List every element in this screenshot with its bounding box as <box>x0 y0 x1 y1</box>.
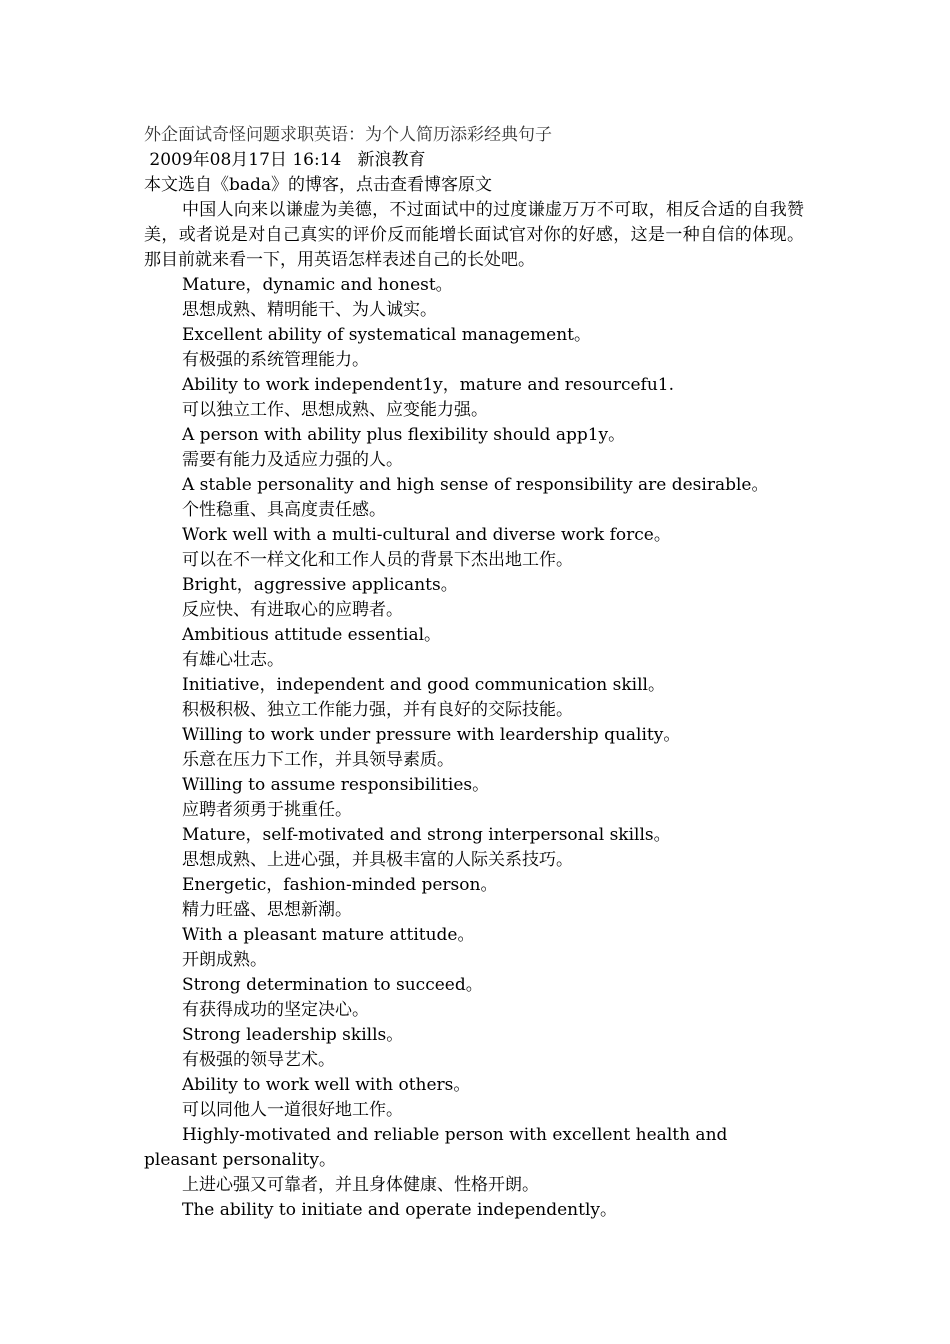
phrase-chinese: 有极强的系统管理能力。 <box>182 350 369 370</box>
phrase-english: Excellent ability of systematical management。 <box>182 325 592 345</box>
phrase-chinese: 可以独立工作、思想成熟、应变能力强。 <box>182 400 488 420</box>
phrase-english: The ability to initiate and operate independently。 <box>182 1200 618 1220</box>
phrase-english: Ambitious attitude essential。 <box>182 625 442 645</box>
phrase-english: Ability to work well with others。 <box>182 1075 471 1095</box>
phrase-english: Willing to assume responsibilities。 <box>182 775 490 795</box>
phrase-chinese: 有获得成功的坚定决心。 <box>182 1000 369 1020</box>
phrase-english: Energetic，fashion-minded person。 <box>182 875 498 895</box>
phrase-english: Mature，self-motivated and strong interpersonal skills。 <box>182 825 671 845</box>
phrase-chinese: 可以同他人一道很好地工作。 <box>182 1100 403 1120</box>
phrase-english: With a pleasant mature attitude。 <box>182 925 475 945</box>
phrase-chinese: 应聘者须勇于挑重任。 <box>182 800 352 820</box>
phrase-chinese: 反应快、有进取心的应聘者。 <box>182 600 403 620</box>
phrase-chinese: 思想成熟、上进心强，并具极丰富的人际关系技巧。 <box>182 850 573 870</box>
phrase-chinese: 有雄心壮志。 <box>182 650 284 670</box>
phrase-list <box>144 273 804 1123</box>
phrase-english: Willing to work under pressure with leardership quality。 <box>182 725 681 745</box>
phrase-english: Mature，dynamic and honest。 <box>182 275 453 295</box>
article-date: 2009年08月17日 16:14 新浪教育 <box>144 150 426 170</box>
article-source: 本文选自《bada》的博客，点击查看博客原文 <box>144 175 493 195</box>
phrase-english: Strong leadership skills。 <box>182 1025 404 1045</box>
phrase-english: Strong determination to succeed。 <box>182 975 483 995</box>
phrase-english: Initiative，independent and good communication skill。 <box>182 675 665 695</box>
phrase-chinese: 上进心强又可靠者，并且身体健康、性格开朗。 <box>182 1175 539 1195</box>
phrase-chinese: 积极积极、独立工作能力强，并有良好的交际技能。 <box>182 700 573 720</box>
phrase-chinese: 开朗成熟。 <box>182 950 267 970</box>
phrase-english: A person with ability plus flexibility should app1y。 <box>182 425 626 445</box>
phrase-chinese: 乐意在压力下工作，并具领导素质。 <box>182 750 454 770</box>
phrase-english: Work well with a multi-cultural and diverse work force。 <box>182 525 671 545</box>
phrase-chinese: 可以在不一样文化和工作人员的背景下杰出地工作。 <box>182 550 573 570</box>
phrase-chinese: 有极强的领导艺术。 <box>182 1050 335 1070</box>
article-title: 外企面试奇怪问题求职英语：为个人简历添彩经典句子 <box>144 125 552 145</box>
phrase-english: Bright，aggressive applicants。 <box>182 575 458 595</box>
phrase-chinese: 需要有能力及适应力强的人。 <box>182 450 403 470</box>
phrase-english: Ability to work independent1y，mature and resourcefu1. <box>182 375 675 395</box>
document-body <box>144 123 804 1223</box>
phrase-english: A stable personality and high sense of responsibility are desirable。 <box>182 475 769 495</box>
phrase-chinese: 精力旺盛、思想新潮。 <box>182 900 352 920</box>
phrase-chinese: 个性稳重、具高度责任感。 <box>182 500 386 520</box>
intro-paragraph: 中国人向来以谦虚为美德，不过面试中的过度谦虚万万不可取，相反合适的自我赞美，或者说是对自己真实的评价反而能增长面试官对你的好感，这是一种自信的体现。那目前就来看一下，用英语怎样表述自己的长处吧。 <box>144 200 804 270</box>
phrase-chinese: 思想成熟、精明能干、为人诚实。 <box>182 300 437 320</box>
phrase-english: Highly-motivated and reliable person with excellent health and pleasant personality。 <box>144 1125 728 1170</box>
